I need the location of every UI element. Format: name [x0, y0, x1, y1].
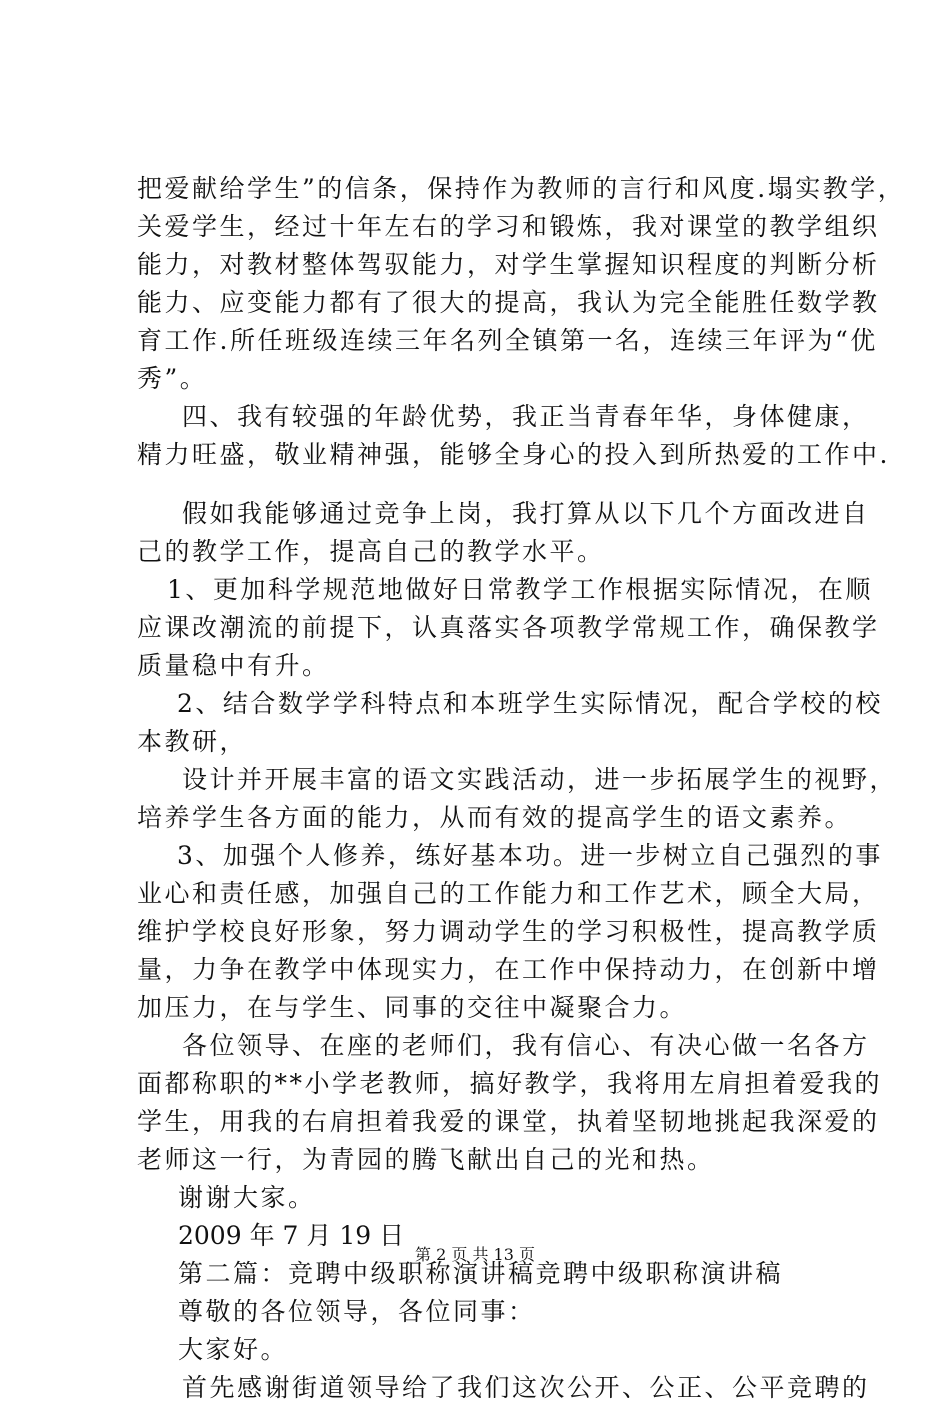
- text-line: 1、更加科学规范地做好日常教学工作根据实际情况，在顺: [167, 575, 873, 604]
- text-line: 各位领导、在座的老师们，我有信心、有决心做一名各方: [182, 1031, 870, 1060]
- text-line: 谢谢大家。: [178, 1183, 316, 1212]
- text-line: 量，力争在教学中体现实力，在工作中保持动力，在创新中增: [137, 955, 880, 984]
- text-line: 四、我有较强的年龄优势，我正当青春年华，身体健康，: [182, 402, 870, 431]
- text-line: 能力，对教材整体驾驭能力，对学生掌握知识程度的判断分析: [137, 250, 880, 279]
- text-line: 育工作.所任班级连续三年名列全镇第一名，连续三年评为“优: [137, 326, 878, 355]
- text-line: 尊敬的各位领导，各位同事：: [178, 1297, 536, 1326]
- text-line: 加压力，在与学生、同事的交往中凝聚合力。: [137, 993, 688, 1022]
- text-line: 关爱学生，经过十年左右的学习和锻炼，我对课堂的教学组织: [137, 212, 880, 241]
- text-line: 2、结合数学学科特点和本班学生实际情况，配合学校的校: [177, 689, 883, 718]
- text-line: 业心和责任感，加强自己的工作能力和工作艺术，顾全大局，: [137, 879, 880, 908]
- text-line: 质量稳中有升。: [137, 651, 330, 680]
- text-line: 把爱献给学生”的信条，保持作为教师的言行和风度.塌实教学，: [137, 174, 906, 203]
- text-line: 设计并开展丰富的语文实践活动，进一步拓展学生的视野，: [182, 765, 898, 794]
- text-line: 学生，用我的右肩担着我爱的课堂，执着坚韧地挑起我深爱的: [137, 1107, 880, 1136]
- text-line: 精力旺盛，敬业精神强，能够全身心的投入到所热爱的工作中.: [137, 440, 890, 469]
- text-line: 己的教学工作，提高自己的教学水平。: [137, 537, 605, 566]
- document-body: [137, 170, 906, 1407]
- text-line: 面都称职的**小学老教师，搞好教学，我将用左肩担着爱我的: [137, 1069, 883, 1098]
- text-line: 假如我能够通过竞争上岗，我打算从以下几个方面改进自: [182, 499, 870, 528]
- text-line: 3、加强个人修养，练好基本功。进一步树立自己强烈的事: [177, 841, 883, 870]
- section-heading: 第二篇：竞聘中级职称演讲稿竞聘中级职称演讲稿: [178, 1259, 784, 1288]
- text-line: 本教研，: [137, 727, 248, 756]
- paragraph-gap: [137, 474, 837, 495]
- text-line: 培养学生各方面的能力，从而有效的提高学生的语文素养。: [137, 803, 853, 832]
- text-line: 应课改潮流的前提下，认真落实各项教学常规工作，确保教学: [137, 613, 880, 642]
- text-line: 大家好。: [178, 1335, 289, 1364]
- text-line: 首先感谢街道领导给了我们这次公开、公正、公平竞聘的: [182, 1373, 870, 1402]
- page-number: 第 2 页 共 13 页: [415, 1245, 535, 1264]
- text-line: 能力、应变能力都有了很大的提高，我认为完全能胜任数学教: [137, 288, 880, 317]
- text-line: 秀”。: [137, 364, 208, 393]
- text-line: 老师这一行，为青园的腾飞献出自己的光和热。: [137, 1145, 715, 1174]
- text-line: 维护学校良好形象，努力调动学生的学习积极性，提高教学质: [137, 917, 880, 946]
- date-line: 2009 年 7 月 19 日: [178, 1221, 405, 1250]
